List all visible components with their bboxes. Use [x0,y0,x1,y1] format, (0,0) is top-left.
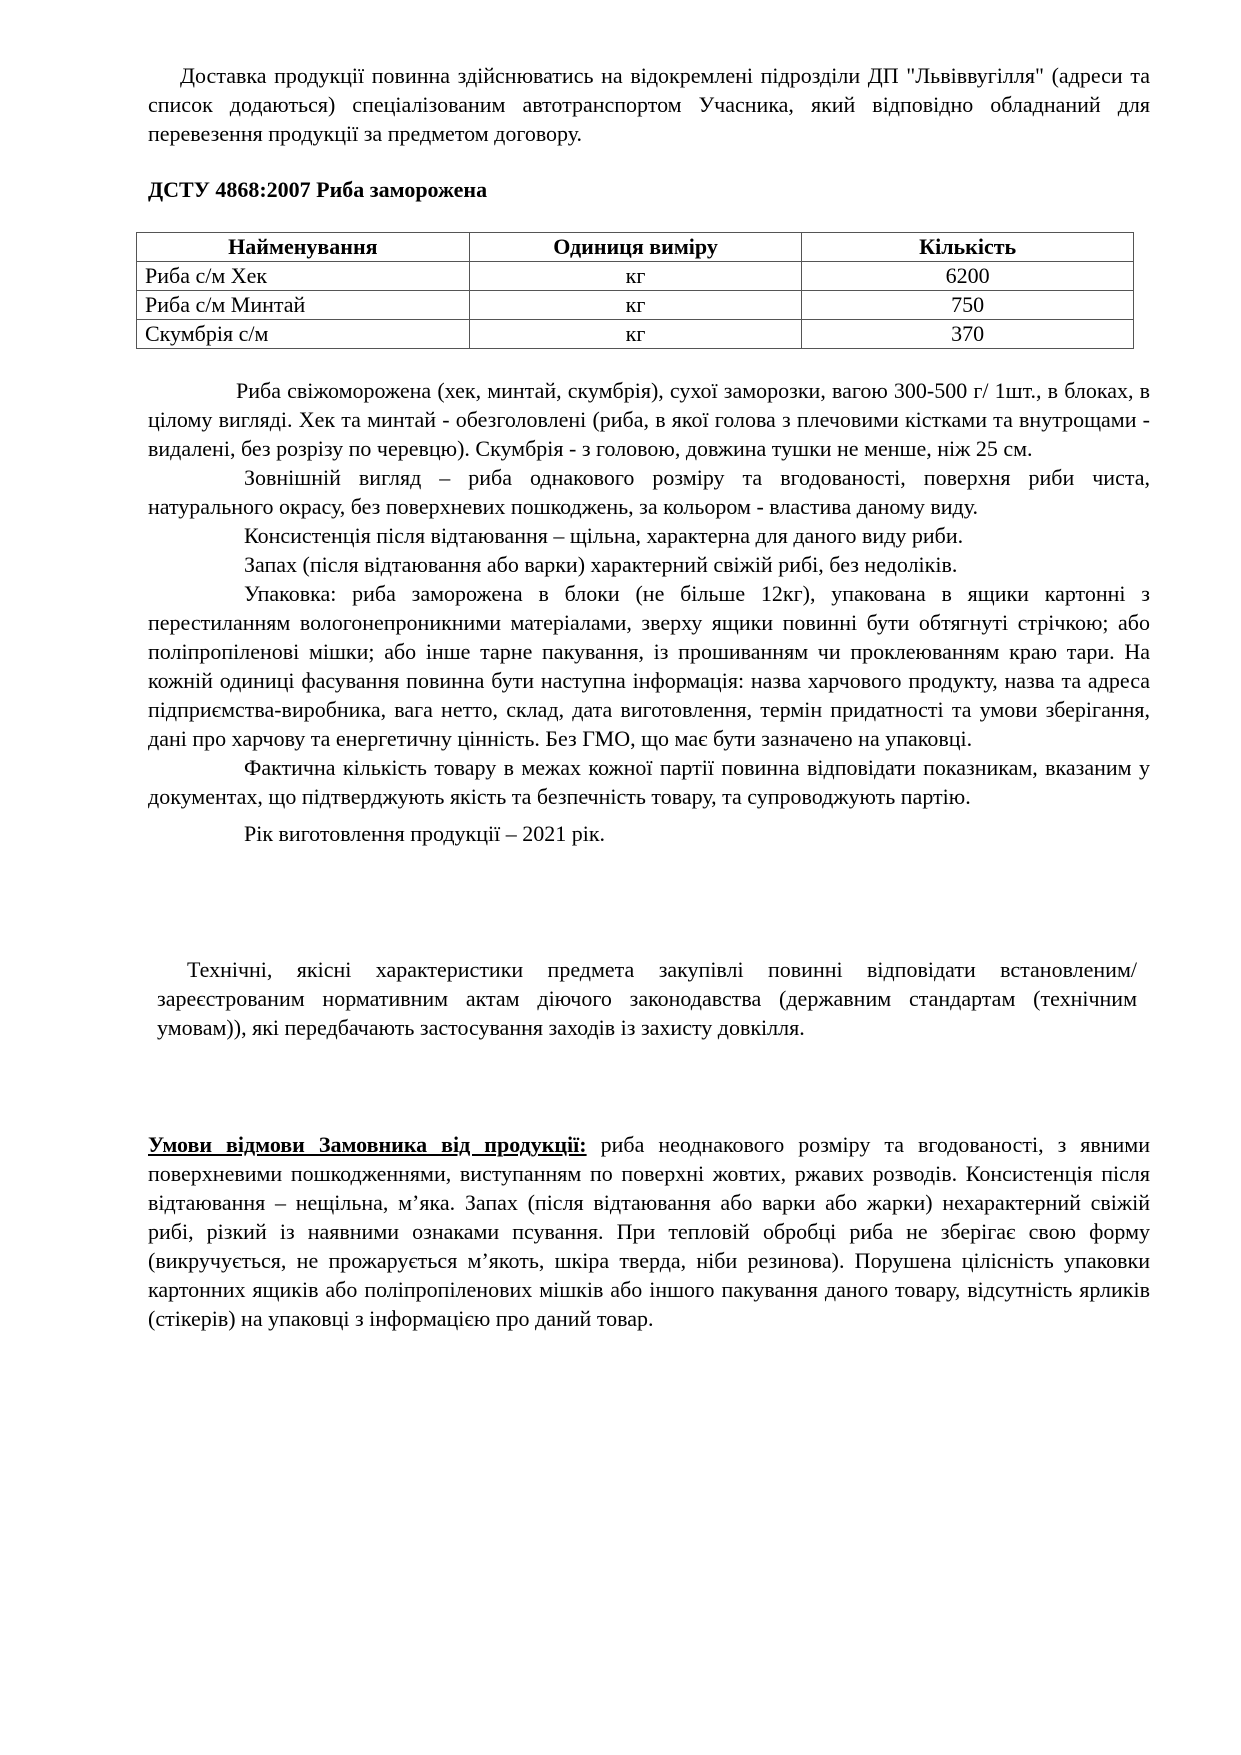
product-table [136,232,1134,349]
table-row [137,320,1134,349]
description-paragraph-consistency: Консистенція після відтаювання – щільна, характерна для даного виду риби. [244,523,964,548]
cell-name: Риба с/м Хек [137,262,470,291]
refusal-title: Умови відмови Замовника від продукції: [148,1132,587,1157]
cell-quantity: 6200 [802,262,1134,291]
cell-name: Риба с/м Минтай [137,291,470,320]
table-row [137,262,1134,291]
technical-paragraph: Технічні, якісні характеристики предмета закупівлі повинні відповідати встановленим/зареєстрованим нормативним актам діючого законодавства (державним стандартам (технічним умовам)), які передбачають застосування заходів із захисту довкілля. [157,957,1137,1040]
refusal-text: риба неоднакового розміру та вгодованості, з явними поверхневими пошкодженнями, виступанням по поверхні жовтих, ржавих розводів. Консистенція після відтаювання – нещільна, м’яка. Запах (після відтаювання або варки або жарки) нехарактерний свіжій рибі, різкий із наявними ознаками псування. При тепловій обробці риба не зберігає свою форму (викручується, не прожарується м’якоть, шкіра тверда, ніби резинова). Порушена цілісність упаковки картонних ящиків або поліпропіленових мішків або іншого пакування даного товару, відсутність ярликів (стікерів) на упаковці з інформацією про даний товар. [148,1132,1150,1331]
description-paragraph-general: Риба свіжоморожена (хек, минтай, скумбрія), сухої заморозки, вагою 300-500 г/ 1шт., в блоках, в цілому вигляді. Хек та минтай - обезголовлені (риба, в якої голова з плечовими кістками та внутрощами - видалені, без розрізу по черевцю). Скумбрія - з головою, довжина тушки не менше, ніж 25 см. [148,378,1150,461]
technical-section [157,955,1137,1042]
table-row [137,291,1134,320]
cell-unit: кг [469,291,802,320]
standard-heading: ДСТУ 4868:2007 Риба заморожена [148,177,488,202]
description-paragraph-packaging: Упаковка: риба заморожена в блоки (не більше 12кг), упакована в ящики картонні з перестиланням вологонепроникними матеріалами, зверху ящики повинні бути обтягнуті стрічкою; або поліпропіленові мішки; або інше тарне пакування, із прошиванням чи проклеюванням краю тари. На кожній одиниці фасування повинна бути наступна інформація: назва харчового продукту, назва та адреса підприємства-виробника, вага нетто, склад, дата виготовлення, термін придатності та умови зберігання, дані про харчову та енергетичну цінність. Без ГМО, що має бути зазначено на упаковці. [148,581,1150,751]
header-unit: Одиниця виміру [469,233,802,262]
description-paragraph-smell: Запах (після відтаювання або варки) характерний свіжій рибі, без недоліків. [244,552,958,577]
cell-name: Скумбрія с/м [137,320,470,349]
description-section [148,376,1150,848]
delivery-paragraph: Доставка продукції повинна здійснюватись на відокремлені підрозділи ДП "Львіввугілля" (адреси та список додаються) спеціалізованим автотранспортом Учасника, який відповідно обладнаний для перевезення продукції за предметом договору. [148,63,1150,146]
cell-quantity: 370 [802,320,1134,349]
description-paragraph-year: Рік виготовлення продукції – 2021 рік. [244,821,606,846]
cell-unit: кг [469,320,802,349]
delivery-section [148,61,1150,148]
description-paragraph-quantity: Фактична кількість товару в межах кожної партії повинна відповідати показникам, вказаним у документах, що підтверджують якість та безпечність товару, та супроводжують партію. [148,755,1150,809]
header-quantity: Кількість [802,233,1134,262]
description-paragraph-appearance: Зовнішній вигляд – риба однакового розміру та вгодованості, поверхня риби чиста, натурального окрасу, без поверхневих пошкоджень, за кольором - властива даному виду. [148,465,1150,519]
cell-quantity: 750 [802,291,1134,320]
header-name: Найменування [137,233,470,262]
table-header-row [137,233,1134,262]
cell-unit: кг [469,262,802,291]
refusal-section [148,1130,1150,1333]
